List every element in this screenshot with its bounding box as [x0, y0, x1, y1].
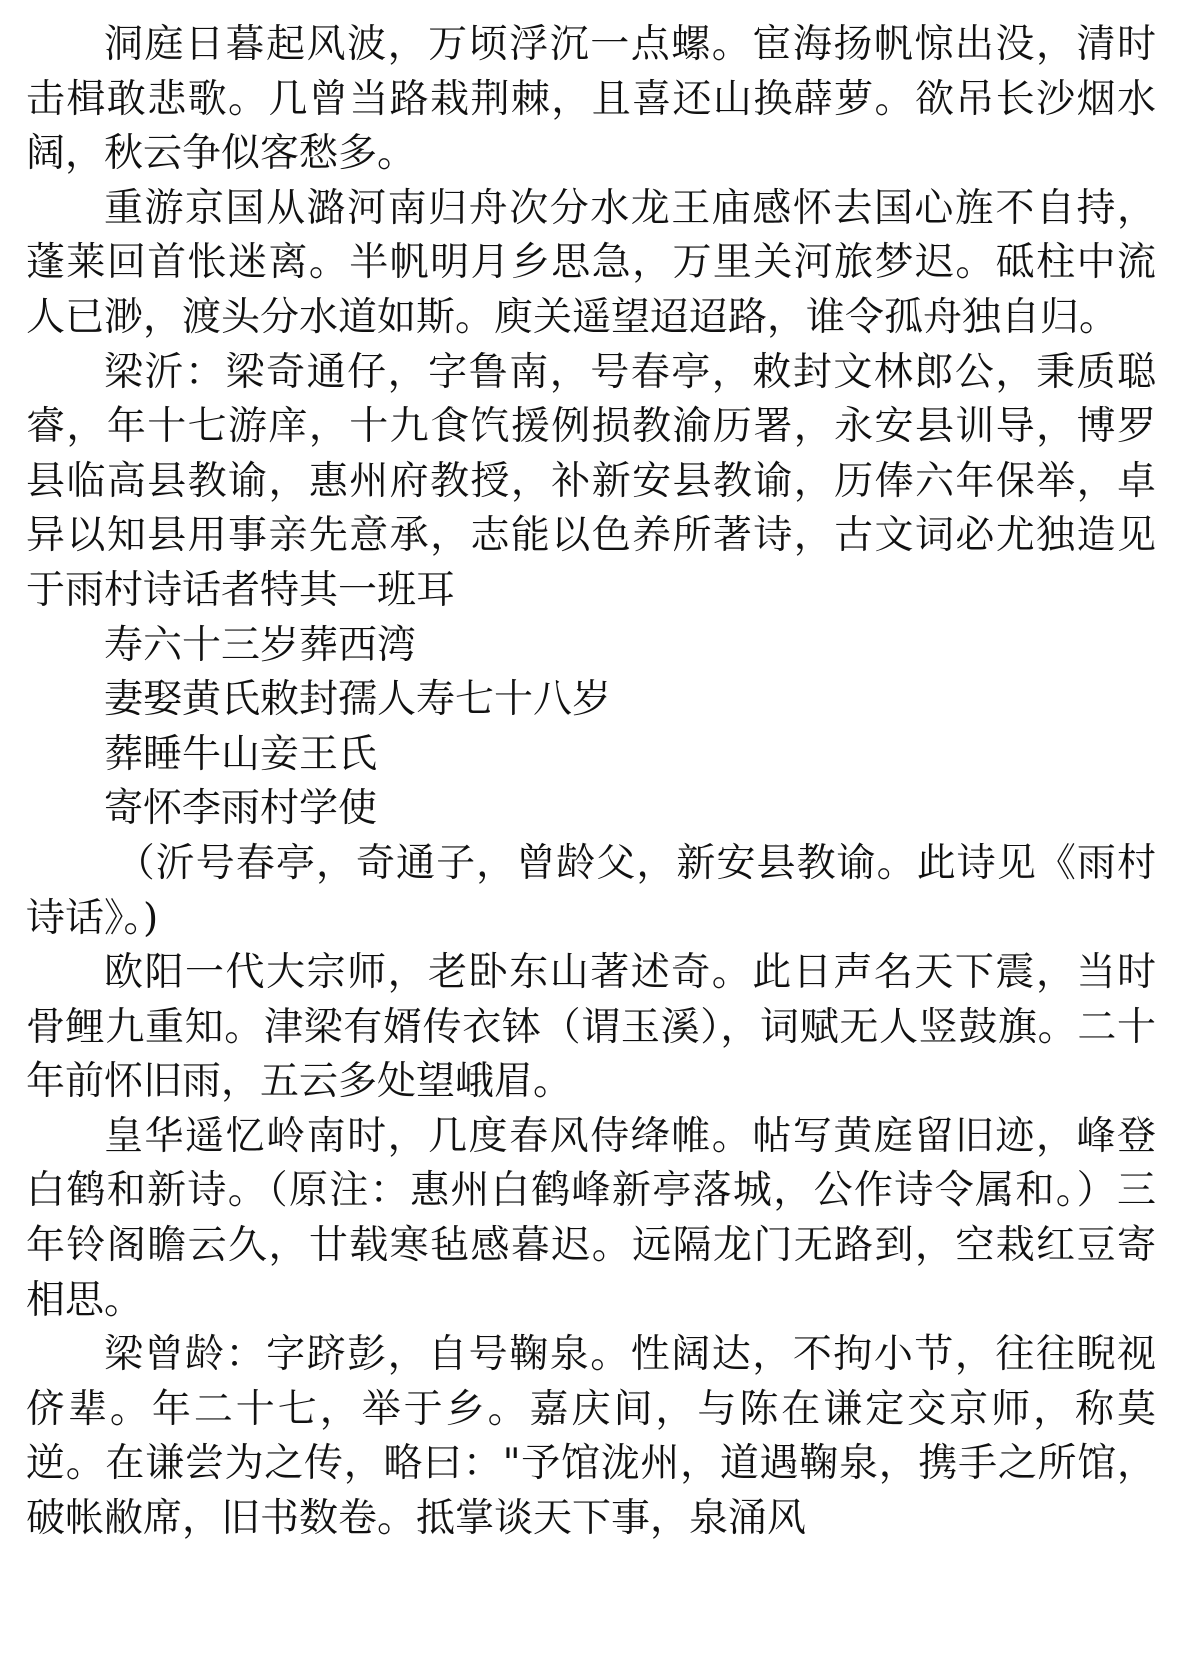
paragraph-poem-dongting: 洞庭日暮起风波，万顷浮沉一点螺。宦海扬帆惊出没，清时击楫敢悲歌。几曾当路栽荆棘，且喜还山换薜萝。欲吊长沙烟水阔，秋云争似客愁多。	[26, 22, 1156, 177]
line-wife: 妻娶黄氏敕封孺人寿七十八岁	[104, 677, 612, 723]
poem-title: 寄怀李雨村学使	[104, 786, 378, 832]
paragraph-source-note: （沂号春亭，奇通子，曾龄父，新安县教谕。此诗见《雨村诗话》。)	[26, 840, 1156, 941]
paragraph-poem-ouyang: 欧阳一代大宗师，老卧东山著述奇。此日声名天下震，当时骨鲤九重知。津梁有婿传衣钵（谓玉溪），词赋无人竖鼓旗。二十年前怀旧雨，五云多处望峨眉。	[26, 950, 1156, 1105]
paragraph-poem-huanghua: 皇华遥忆岭南时，几度春风侍绛帷。帖写黄庭留旧迹，峰登白鹤和新诗。（原注：惠州白鹤峰新亭落城，公作诗令属和。）三年铃阁瞻云久，廿载寒毡感暮迟。远隔龙门无路到，空栽红豆寄相思。	[26, 1113, 1156, 1323]
paragraph-bio-liang-zengling: 梁曾龄：字跻彭，自号鞠泉。性阔达，不拘小节，往往睨视侪辈。年二十七，举于乡。嘉庆间，与陈在谦定交京师，称莫逆。在谦尝为之传，略曰："予馆泷州，道遇鞠泉，携手之所馆，破帐敝席，旧书数卷。抵掌谈天下事，泉涌风	[26, 1332, 1156, 1542]
paragraph-poem-chongyou: 重游京国从潞河南归舟次分水龙王庙感怀去国心旌不自持，蓬莱回首怅迷离。半帆明月乡思急，万里关河旅梦迟。砥柱中流人已渺，渡头分水道如斯。庾关遥望迢迢路，谁令孤舟独自归。	[26, 185, 1156, 340]
line-age-burial: 寿六十三岁葬西湾	[104, 622, 417, 668]
paragraph-bio-liang-yi: 梁沂：梁奇通仔，字鲁南，号春亭，敕封文林郎公，秉质聪睿，年十七游庠，十九食饩援例损教渝历署，永安县训导，博罗县临高县教谕，惠州府教授，补新安县教谕，历俸六年保举，卓异以知县用事亲先意承，志能以色养所著诗，古文词必尤独造见于雨村诗话者特其一班耳	[26, 349, 1156, 613]
line-burial-concubine: 葬睡牛山妾王氏	[104, 731, 378, 777]
document-page	[26, 18, 1156, 1547]
